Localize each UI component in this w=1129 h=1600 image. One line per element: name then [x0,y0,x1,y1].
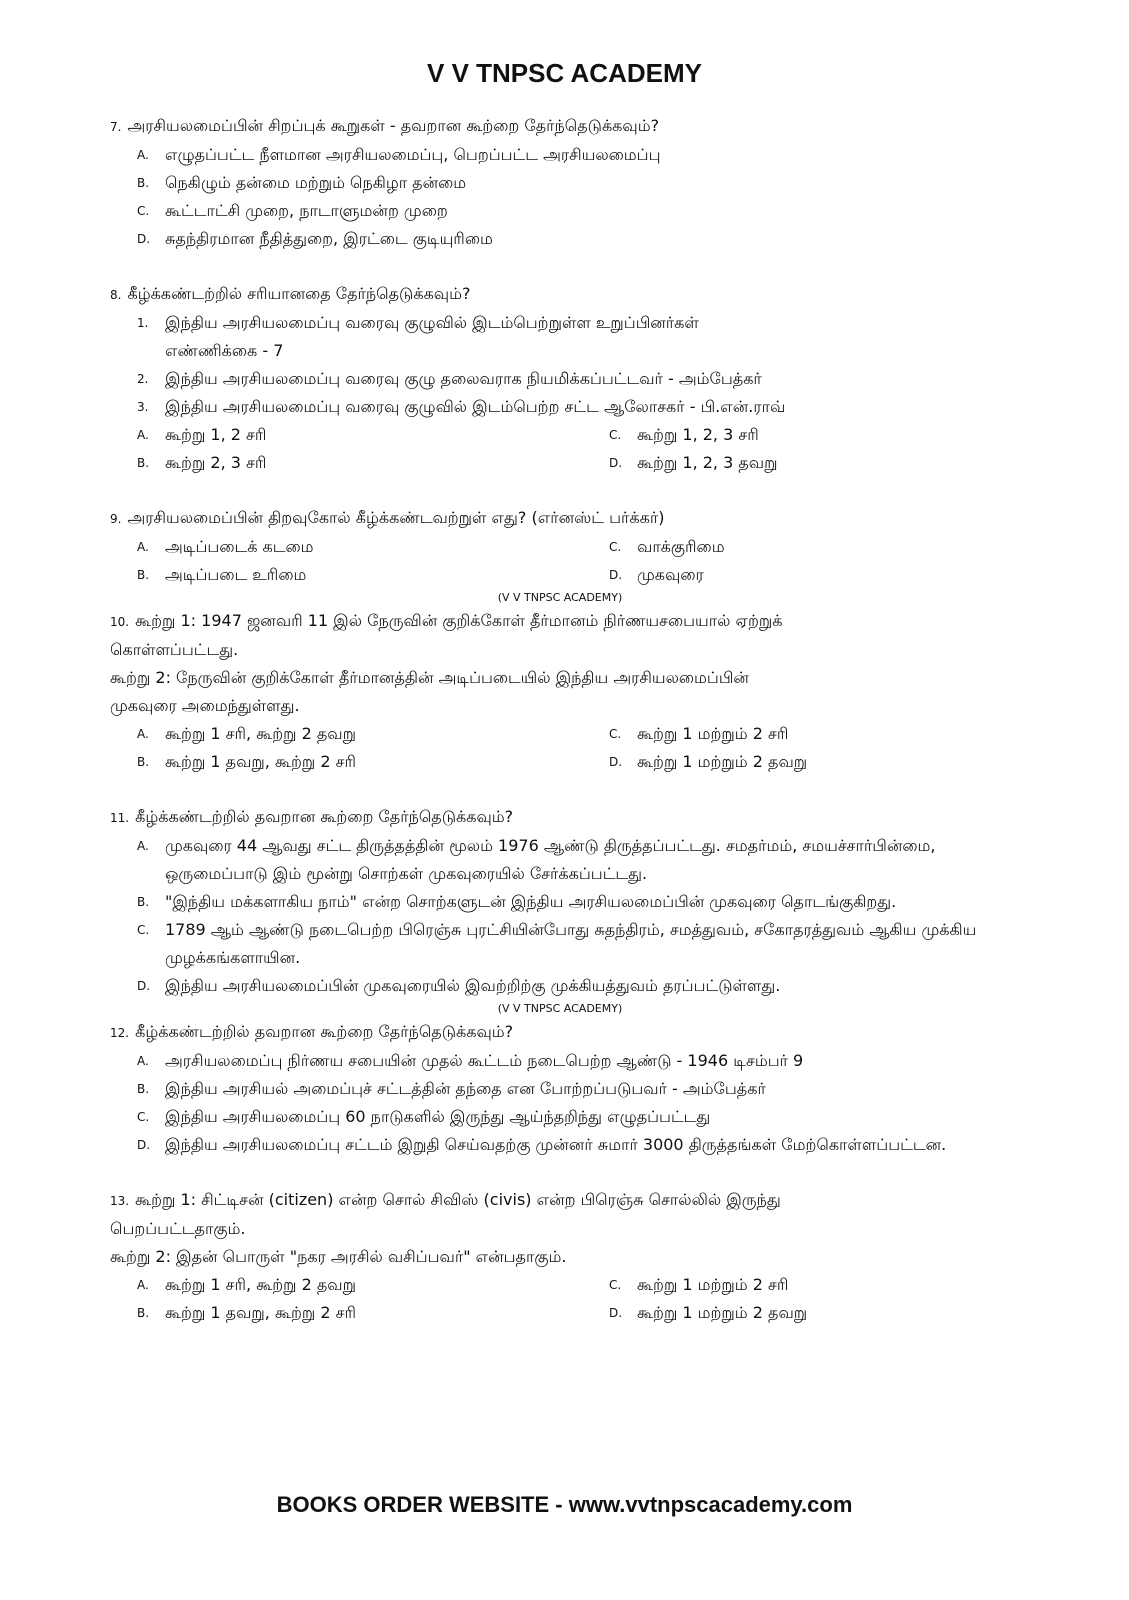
question-11-stem [110,803,1010,832]
option-label: B. [137,176,150,190]
question-text: கீழ்க்கண்டற்றில் தவறான கூற்றை தேர்ந்தெடுக்கவும்? [135,1022,514,1041]
option-label: A. [137,148,149,162]
question-12-options [137,1047,1010,1159]
question-13-options [137,1271,1010,1327]
question-11-options [137,832,1010,1000]
option-a[interactable] [137,141,1010,169]
question-10 [110,607,1010,776]
question-9-options [137,533,1010,589]
statement-1 [110,1186,1010,1215]
option-text: "இந்திய மக்களாகிய நாம்" என்ற சொற்களுடன் இந்திய அரசியலமைப்பின் முகவுரை தொடங்குகிறது. [165,892,897,911]
option-text: கூற்று 1 மற்றும் 2 சரி [637,1275,789,1294]
option-text: வாக்குரிமை [637,537,725,556]
option-text: கூற்று 1 மற்றும் 2 தவறு [637,1303,808,1322]
option-d[interactable] [609,449,1009,477]
option-text: இந்திய அரசியலமைப்பு 60 நாடுகளில் இருந்து ஆய்ந்தறிந்து எழுதப்பட்டது [165,1107,711,1126]
option-text: கூற்று 1 மற்றும் 2 சரி [637,724,789,743]
option-c[interactable] [137,1103,1010,1131]
option-label: C. [137,923,150,937]
question-11 [110,803,1010,1000]
option-label: D. [609,568,623,582]
question-number: 8. [110,288,122,302]
option-a[interactable] [137,421,609,449]
option-text: முகவுரை [637,565,704,584]
option-c[interactable] [609,421,1009,449]
statement-2 [137,365,1010,393]
option-text: அரசியலமைப்பு நிர்ணய சபையின் முதல் கூட்டம் நடைபெற்ற ஆண்டு - 1946 டிசம்பர் 9 [165,1051,804,1070]
option-text: 1789 ஆம் ஆண்டு நடைபெற்ற பிரெஞ்சு புரட்சியின்போது சுதந்திரம், சமத்துவம், சகோதரத்துவம் ஆகிய முக்கிய முழக்கங்களாயின. [165,920,977,967]
question-9-stem [110,504,1010,533]
spacer [110,253,1010,280]
option-label: C. [137,204,150,218]
option-label: A. [137,727,149,741]
option-label: C. [609,1278,622,1292]
option-label: B. [137,1082,150,1096]
watermark-separator: (V V TNPSC ACADEMY) [497,1002,623,1015]
statement-1 [110,607,1010,636]
statement-1 [137,309,1010,365]
option-label: D. [137,1138,151,1152]
question-text: கீழ்க்கண்டற்றில் சரியானதை தேர்ந்தெடுக்கவும்? [127,284,471,303]
option-text: கூற்று 2, 3 சரி [165,453,267,472]
option-label: A. [137,839,149,853]
option-text: நெகிழும் தன்மை மற்றும் நெகிழா தன்மை [165,173,467,192]
statement-label: 1. [137,316,149,330]
option-text: சுதந்திரமான நீதித்துறை, இரட்டை குடியுரிமை [165,229,493,248]
question-8-options [137,421,1010,477]
option-text: கூற்று 1, 2, 3 சரி [637,425,759,444]
question-9 [110,504,1010,589]
statement-text: இந்திய அரசியலமைப்பு வரைவு குழு தலைவராக நியமிக்கப்பட்டவர் - அம்பேத்கர் [165,369,762,388]
option-d[interactable] [609,1299,1009,1327]
option-a[interactable] [137,1047,1010,1075]
option-label: D. [609,755,623,769]
option-label: D. [609,1306,623,1320]
question-12-stem [110,1018,1010,1047]
option-text: கூற்று 1 மற்றும் 2 தவறு [637,752,808,771]
option-c[interactable] [609,1271,1009,1299]
option-a[interactable] [137,720,609,748]
statement-2-continued: முகவுரை அமைந்துள்ளது. [110,696,300,715]
option-text: இந்திய அரசியல் அமைப்புச் சட்டத்தின் தந்தை என போற்றப்படுபவர் - அம்பேத்கர் [165,1079,766,1098]
option-text: கூற்று 1, 2 சரி [165,425,267,444]
statement-2: கூற்று 2: நேருவின் குறிக்கோள் தீர்மானத்தின் அடிப்படையில் இந்திய அரசியலமைப்பின் [110,668,749,687]
option-text: அடிப்படை உரிமை [165,565,307,584]
option-b[interactable] [137,748,609,776]
statement-label: 2. [137,372,149,386]
option-text: இந்திய அரசியலமைப்பு சட்டம் இறுதி செய்வதற்கு முன்னர் சுமார் 3000 திருத்தங்கள் மேற்கொள்ளப்பட்டன. [165,1135,947,1154]
option-b[interactable] [137,449,609,477]
spacer [110,1159,1010,1186]
option-b[interactable] [137,169,1010,197]
option-text: இந்திய அரசியலமைப்பின் முகவுரையில் இவற்றிற்கு முக்கியத்துவம் தரப்பட்டுள்ளது. [165,976,781,995]
option-label: A. [137,1054,149,1068]
option-label: A. [137,428,149,442]
option-c[interactable] [609,720,1009,748]
option-text: கூற்று 1 தவறு, கூற்று 2 சரி [165,752,356,771]
option-a[interactable] [137,832,1010,888]
option-b[interactable] [137,1299,609,1327]
option-c[interactable] [137,916,1010,972]
statement-text: கூற்று 1: 1947 ஜனவரி 11 இல் நேருவின் குறிக்கோள் தீர்மானம் நிர்ணயசபையால் ஏற்றுக் [135,611,783,630]
question-7 [110,112,1010,253]
page-title: V V TNPSC ACADEMY [427,58,702,88]
statement-1-continued: பெறப்பட்டதாகும். [110,1219,246,1238]
option-b[interactable] [137,888,1010,916]
option-label: B. [137,895,150,909]
option-label: A. [137,540,149,554]
question-12 [110,1018,1010,1159]
option-label: B. [137,755,150,769]
footer-website: BOOKS ORDER WEBSITE - www.vvtnpscacademy.com [276,1492,853,1517]
option-a[interactable] [137,1271,609,1299]
option-label: D. [137,979,151,993]
question-7-options [137,141,1010,253]
option-label: D. [137,232,151,246]
question-8 [110,280,1010,477]
option-text: கூற்று 1, 2, 3 தவறு [637,453,778,472]
question-number: 11. [110,811,130,825]
option-text: எழுதப்பட்ட நீளமான அரசியலமைப்பு, பெறப்பட்ட அரசியலமைப்பு [165,145,661,164]
option-label: C. [609,540,622,554]
option-text: கூற்று 1 சரி, கூற்று 2 தவறு [165,724,356,743]
spacer [110,776,1010,803]
statement-text: கூற்று 1: சிட்டிசன் (citizen) என்ற சொல் சிவிஸ் (civis) என்ற பிரெஞ்சு சொல்லில் இருந்து [135,1190,781,1209]
question-text: அரசியலமைப்பின் சிறப்புக் கூறுகள் - தவறான கூற்றை தேர்ந்தெடுக்கவும்? [127,116,660,135]
question-13 [110,1186,1010,1327]
question-number: 13. [110,1194,130,1208]
option-d[interactable] [609,748,1009,776]
option-d[interactable] [137,1131,1010,1159]
statement-text: இந்திய அரசியலமைப்பு வரைவு குழுவில் இடம்பெற்றுள்ள உறுப்பினர்கள் எண்ணிக்கை - 7 [165,313,699,360]
statement-1-continued: கொள்ளப்பட்டது. [110,640,239,659]
question-number: 7. [110,120,122,134]
option-text: அடிப்படைக் கடமை [165,537,314,556]
question-number: 10. [110,615,130,629]
option-text: முகவுரை 44 ஆவது சட்ட திருத்தத்தின் மூலம் 1976 ஆண்டு திருத்தப்பட்டது. சமதர்மம், சமயச்சார்பின்மை, ஒருமைப்பாடு இம் மூன்று சொற்கள் முகவுரையில் சேர்க்கப்பட்டது. [165,836,936,883]
question-text: அரசியலமைப்பின் திறவுகோல் கீழ்க்கண்டவற்றுள் எது? (எர்னஸ்ட் பர்க்கர்) [127,508,665,527]
option-b[interactable] [137,561,609,589]
option-b[interactable] [137,1075,1010,1103]
question-8-stem [110,280,1010,309]
question-number: 12. [110,1026,130,1040]
watermark-separator: (V V TNPSC ACADEMY) [497,591,623,604]
question-number: 9. [110,512,122,526]
option-label: B. [137,456,150,470]
option-label: D. [609,456,623,470]
option-label: B. [137,568,150,582]
statement-text: இந்திய அரசியலமைப்பு வரைவு குழுவில் இடம்பெற்ற சட்ட ஆலோசகர் - பி.என்.ராவ் [165,397,786,416]
question-text: கீழ்க்கண்டற்றில் தவறான கூற்றை தேர்ந்தெடுக்கவும்? [135,807,514,826]
option-d[interactable] [137,972,1010,1000]
spacer [110,477,1010,504]
option-label: C. [609,727,622,741]
question-10-options [137,720,1010,776]
option-text: கூற்று 1 தவறு, கூற்று 2 சரி [165,1303,356,1322]
option-label: B. [137,1306,150,1320]
statement-3 [137,393,1010,421]
option-d[interactable] [137,225,1010,253]
option-d[interactable] [609,561,1009,589]
option-label: C. [137,1110,150,1124]
option-label: C. [609,428,622,442]
option-label: A. [137,1278,149,1292]
option-a[interactable] [137,533,609,561]
option-text: கூற்று 1 சரி, கூற்று 2 தவறு [165,1275,356,1294]
statement-label: 3. [137,400,149,414]
statement-2: கூற்று 2: இதன் பொருள் "நகர அரசில் வசிப்பவர்" என்பதாகும். [110,1247,567,1266]
question-8-statements [137,309,1010,421]
option-c[interactable] [609,533,1009,561]
question-7-stem [110,112,1010,141]
option-c[interactable] [137,197,1010,225]
question-list [110,112,1010,1327]
option-text: கூட்டாட்சி முறை, நாடாளுமன்ற முறை [165,201,448,220]
